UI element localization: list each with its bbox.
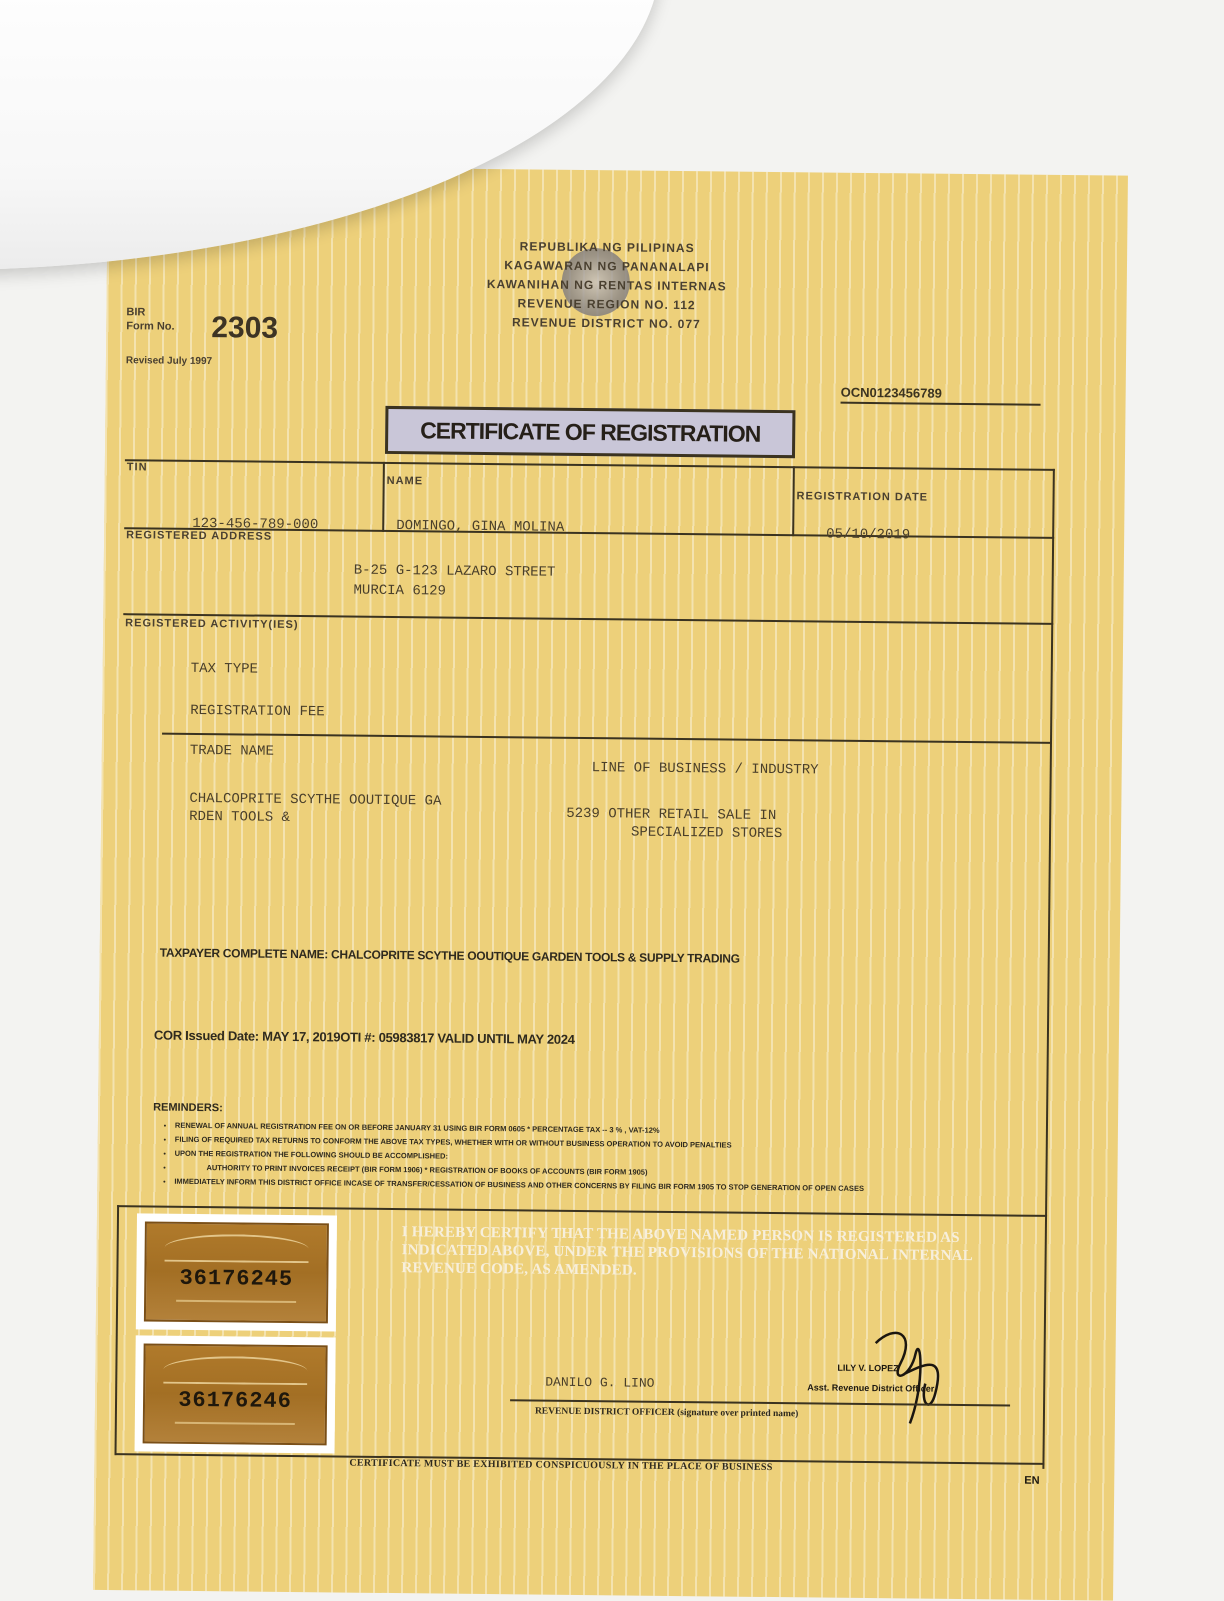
address-label: REGISTERED ADDRESS (126, 529, 273, 543)
certification-text: I HEREBY CERTIFY THAT THE ABOVE NAMED PERSON IS REGISTERED AS INDICATED ABOVE, UNDER THE PROVISIONS OF THE NATIONAL INTERNAL REVENUE CODE, AS AMENDED. (401, 1224, 973, 1279)
form-no-label: Form No. (126, 320, 175, 333)
documentary-stamp (135, 1335, 336, 1453)
reg-date-value: 05/10/2019 (826, 526, 911, 544)
ocn-number: OCN0123456789 (841, 385, 1041, 406)
reg-date-label: REGISTRATION DATE (796, 490, 929, 504)
divider (382, 462, 385, 532)
form-number: 2303 (211, 311, 279, 345)
documentary-stamp (136, 1213, 337, 1331)
cert-box-left (114, 1205, 119, 1455)
address-line-1: B-25 G-123 LAZARO STREET (353, 562, 556, 581)
divider (792, 466, 795, 536)
form-revised: Revised July 1997 (125, 355, 213, 368)
reminder-sub-item: • AUTHORITY TO PRINT INVOICES RECEIPT (BIR FORM 1906) * REGISTRATION OF BOOKS OF ACCOUNTS (BIR FORM 1905) (174, 1161, 1052, 1184)
taxpayer-complete-name: TAXPAYER COMPLETE NAME: CHALCOPRITE SCYTHE OOUTIQUE GARDEN TOOLS & SUPPLY TRADING (159, 945, 740, 966)
header-line: KAWANIHAN NG RENTAS INTERNAS (486, 276, 727, 294)
header-line: REPUBLIKA NG PILIPINAS (519, 239, 695, 256)
en-mark: EN (1024, 1474, 1040, 1487)
reminders-heading: REMINDERS: (153, 1101, 223, 1115)
trade-name-line-2: RDEN TOOLS & (189, 808, 291, 826)
stamp-number: 36176246 (178, 1387, 293, 1414)
line-of-business-line-2: SPECIALIZED STORES (630, 824, 783, 843)
name-value: DOMINGO, GINA MOLINA (396, 518, 565, 536)
agency-header (396, 236, 817, 335)
row-divider (162, 733, 1052, 744)
certificate-title: CERTIFICATE OF REGISTRATION (385, 406, 795, 458)
reminders (152, 1101, 1053, 1198)
reminder-item: • UPON THE REGISTRATION THE FOLLOWING SHOULD BE ACCOMPLISHED: (175, 1147, 1053, 1170)
tax-type-label: TAX TYPE (190, 660, 259, 678)
cor-issued-date: COR Issued Date: MAY 17, 2019OTI #: 05983817 VALID UNTIL MAY 2024 (153, 1027, 575, 1047)
rdo-name: DANILO G. LINO (545, 1374, 655, 1391)
reminder-item: • RENEWAL OF ANNUAL REGISTRATION FEE ON OR BEFORE JANUARY 31 USING BIR FORM 0605 * PERCENTAGE TAX -- 3 % , VAT-12% (175, 1119, 1053, 1142)
stamp-number: 36176245 (179, 1265, 294, 1292)
table-top-border (125, 459, 1055, 474)
line-of-business-line-1: 5239 OTHER RETAIL SALE IN (566, 805, 777, 825)
header-line: REVENUE DISTRICT NO. 077 (511, 315, 701, 332)
trade-name-line-1: CHALCOPRITE SCYTHE OOUTIQUE GA (189, 790, 442, 810)
form-agency (126, 305, 175, 334)
trade-name-label: TRADE NAME (189, 742, 274, 760)
exhibit-notice: CERTIFICATE MUST BE EXHIBITED CONSPICUOUSLY IN THE PLACE OF BUSINESS (349, 1457, 773, 1474)
tin-value: 123-456-789-000 (192, 515, 319, 534)
line-of-business-label: LINE OF BUSINESS / INDUSTRY (591, 760, 819, 779)
header-line: KAGAWARAN NG PANANALAPI (504, 258, 710, 275)
reminders-list (152, 1119, 1053, 1198)
table-right-border (1042, 469, 1054, 1469)
activities-label: REGISTERED ACTIVITY(IES) (125, 617, 299, 632)
asst-rdo-title: Asst. Revenue District Officer (807, 1382, 935, 1394)
certificate-sheet (93, 165, 1128, 1601)
header-line: REVENUE REGION NO. 112 (517, 296, 696, 313)
address-line-2: MURCIA 6129 (353, 582, 447, 600)
asst-rdo-name: LILY V. LOPEZ (837, 1362, 899, 1374)
reminder-item: • FILING OF REQUIRED TAX RETURNS TO CONFORM THE ABOVE TAX TYPES, WHETHER WITH OR WITHOUT BUSINESS OPERATION TO AVOID PENALTIES (175, 1133, 1053, 1156)
tax-type-value: REGISTRATION FEE (190, 702, 325, 721)
tin-label: TIN (126, 461, 148, 474)
reminder-item: • IMMEDIATELY INFORM THIS DISTRICT OFFICE INCASE OF TRANSFER/CESSATION OF BUSINESS AND OTHER CONCERNS BY FILING BIR FORM 1905 TO STOP GENERATION OF OPEN CASES (174, 1175, 1052, 1198)
agency-abbr: BIR (126, 306, 146, 319)
signature-caption: REVENUE DISTRICT OFFICER (signature over printed name) (534, 1406, 799, 1420)
name-label: NAME (386, 474, 424, 488)
signature-icon (865, 1323, 956, 1434)
